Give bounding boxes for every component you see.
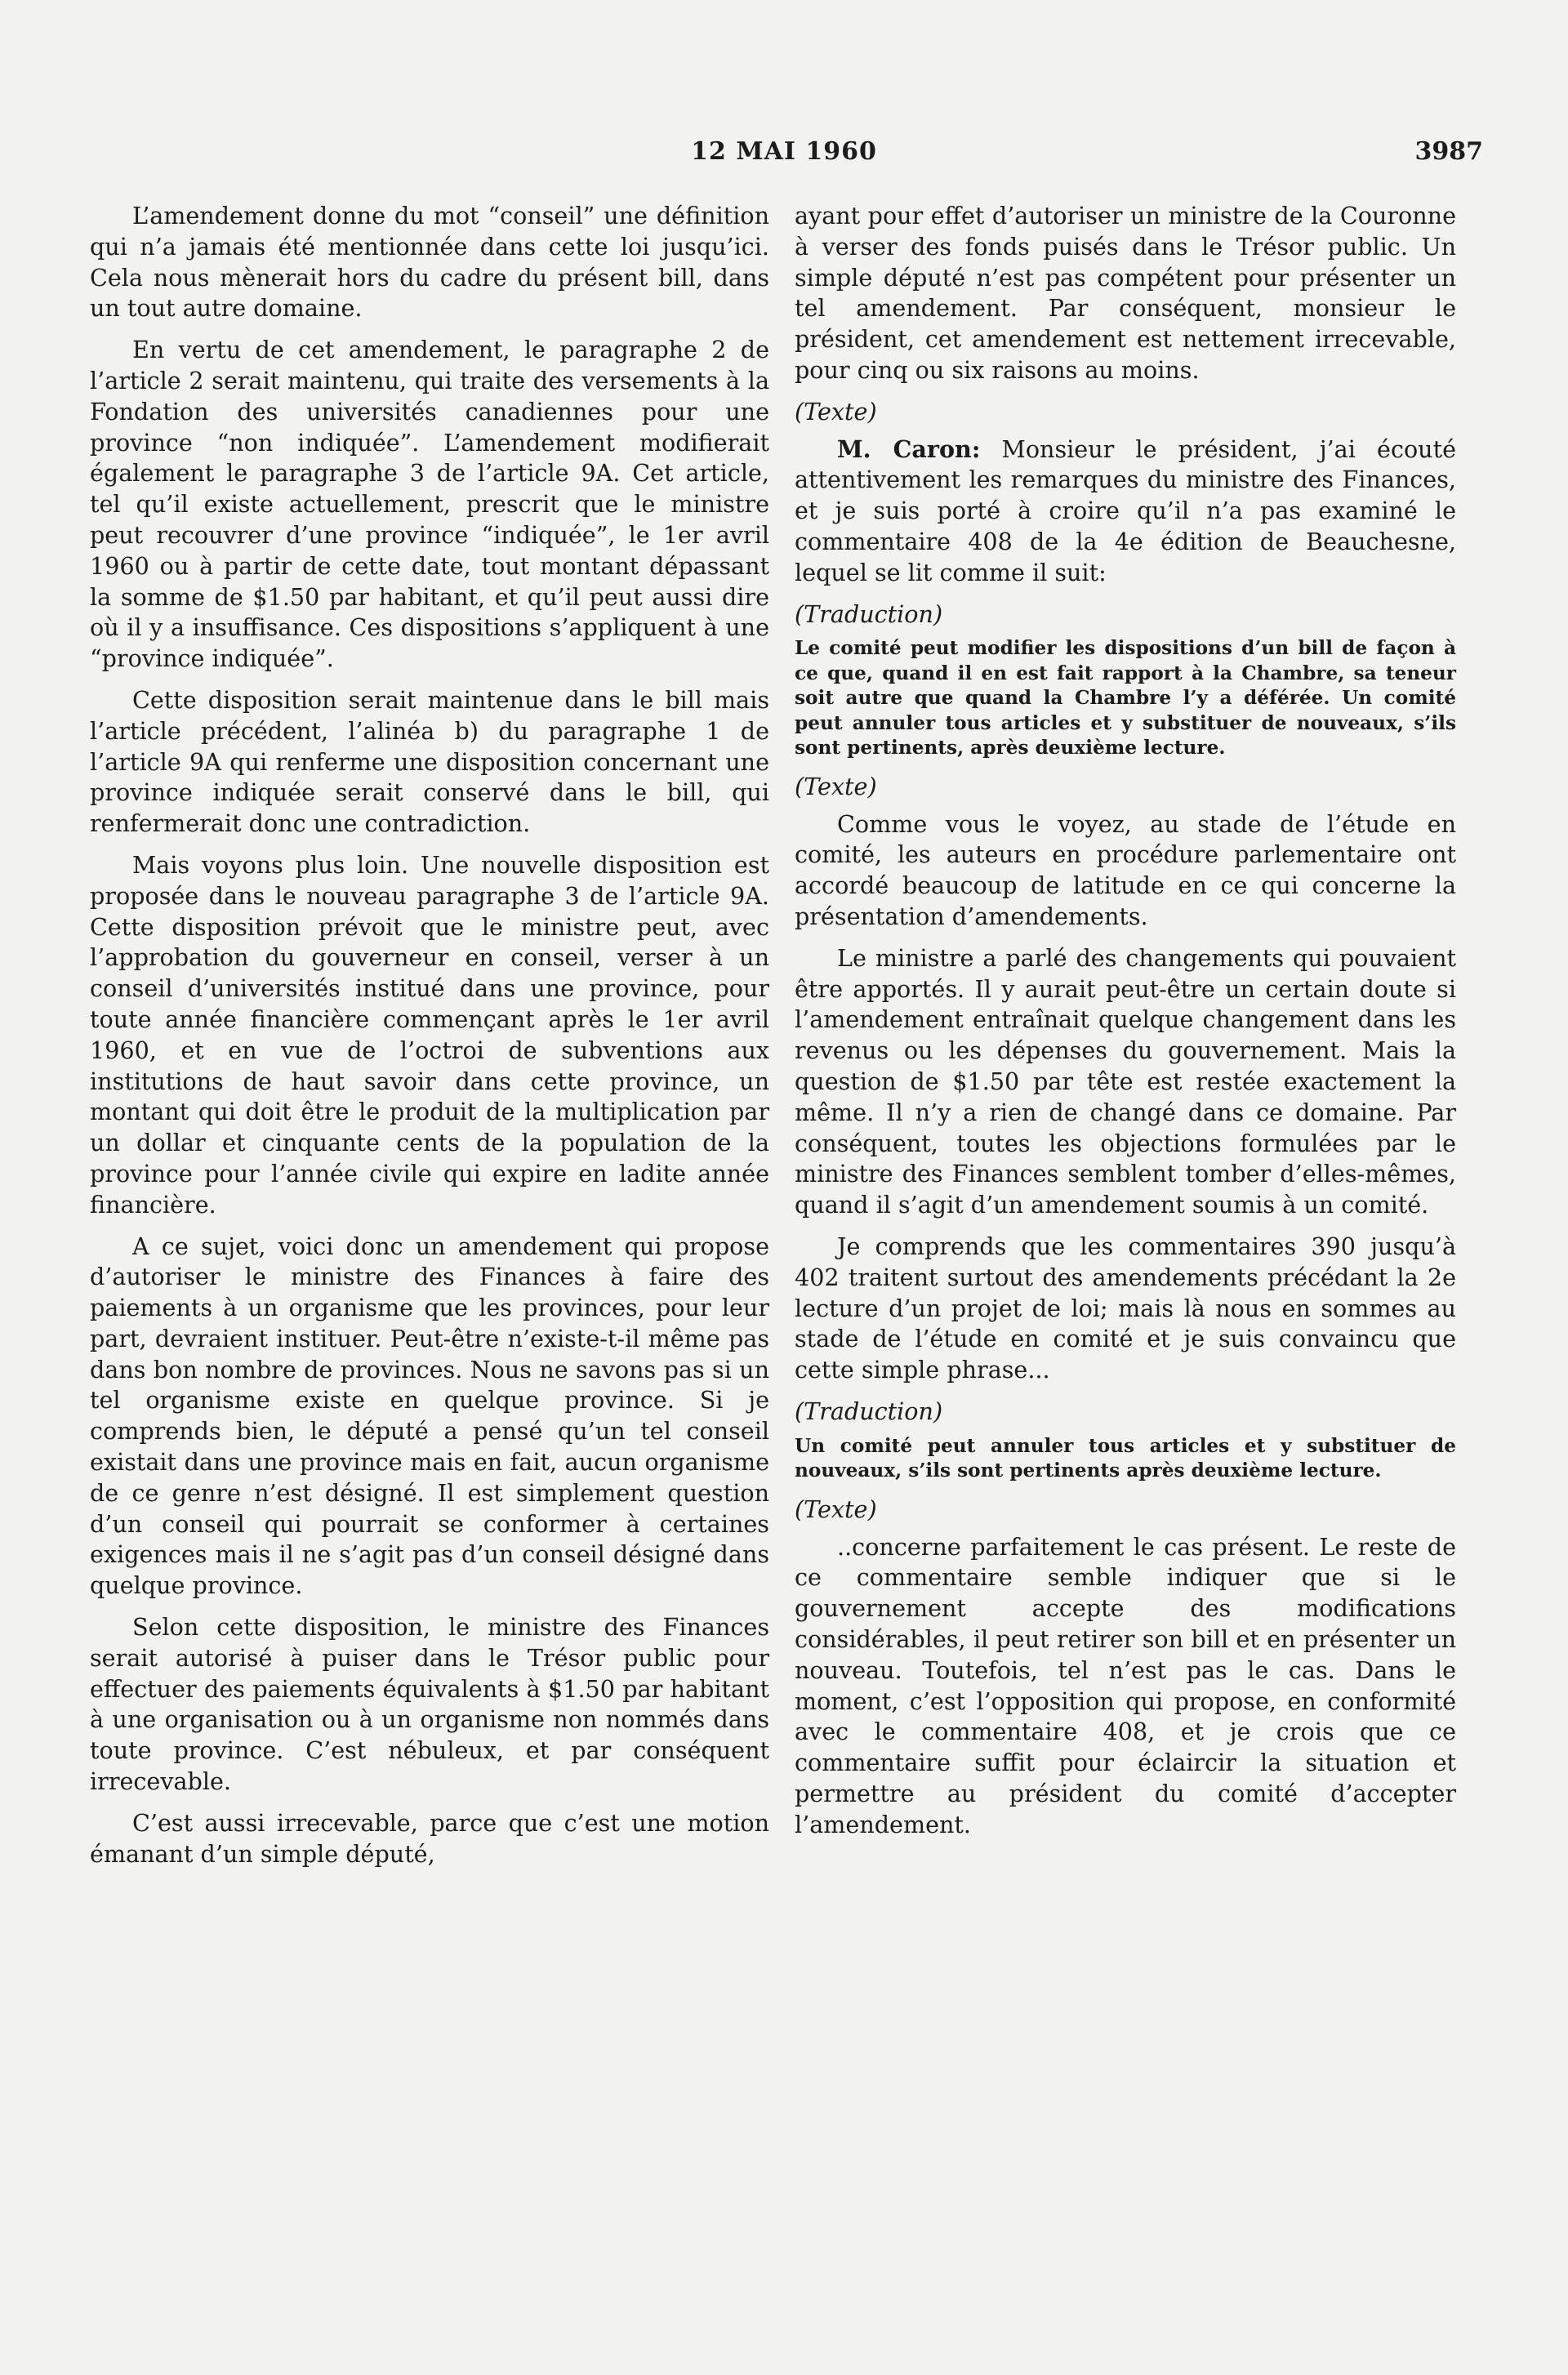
- paragraph: Le ministre a parlé des changements qui pouvaient être apportés. Il y aurait peut-être un certain doute si l’amendement entraînait quelque changement dans les revenus ou les dépenses du gouvernement. Mais la question de $1.50 par tête est restée exactement la même. Il n’y a rien de changé dans ce domaine. Par conséquent, toutes les objections formulées par le ministre des Finances semblent tomber d’elles-mêmes, quand il s’agit d’un amendement soumis à un comité.: [795, 943, 1456, 1219]
- continued-paragraph: ayant pour effet d’autoriser un ministre de la Couronne à verser des fonds puisés dans le Trésor public. Un simple député n’est pas compétent pour présenter un tel amendement. Par conséquent, monsieur le président, cet amendement est nettement irrecevable, pour cinq ou six raisons au moins.: [795, 202, 1456, 384]
- language-label: (Texte): [795, 397, 877, 426]
- speaker-text: Monsieur le président, j’ai écouté attentivement les remarques du ministre des Finances, et je suis porté à croire qu’il n’a pas examiné le commentaire 408 de la 4e édition de Beauchesne, lequel se lit comme il suit:: [795, 434, 1457, 586]
- paragraph: A ce sujet, voici donc un amendement qui propose d’autoriser le ministre des Finances à faire des paiements à un organisme que les provinces, pour leur part, devraient instituer. Peut-être n’existe-t-il même pas dans bon nombre de provinces. Nous ne savons pas si un tel organisme existe en quelque province. Si je comprends bien, le député a pensé qu’un tel conseil existait dans une province mais en fait, aucun organisme de ce genre n’est désigné. Il est simplement question d’un conseil qui pourrait se conformer à certaines exigences mais il ne s’agit pas d’un conseil désigné dans quelque province.: [90, 1232, 769, 1600]
- paragraph: Mais voyons plus loin. Une nouvelle disposition est proposée dans le nouveau paragraphe 3 de l’article 9A. Cette disposition prévoit que le ministre peut, avec l’approbation du gouverneur en conseil, verser à un conseil d’universités institué dans une province, pour toute année financière commençant après le 1er avril 1960, et en vue de l’octroi de subventions aux institutions de haut savoir dans cette province, un montant qui doit être le produit de la multiplication par un dollar et cinquante cents de la population de la province pour l’année civile qui expire en ladite année financière.: [90, 850, 769, 1219]
- page-number: 3987: [1414, 137, 1483, 166]
- paragraph: Selon cette disposition, le ministre des Finances serait autorisé à puiser dans le Trésor public pour effectuer des paiements équivalents à $1.50 par habitant à une organisation ou à un organisme non nommés dans toute province. C’est nébuleux, et par conséquent irrecevable.: [90, 1613, 769, 1796]
- paragraph: ..concerne parfaitement le cas présent. Le reste de ce commentaire semble indiquer que si le gouvernement accepte des modifications considérables, il peut retirer son bill et en présenter un nouveau. Toutefois, tel n’est pas le cas. Dans le moment, c’est l’opposition qui propose, en conformité avec le commentaire 408, et je crois que ce commentaire suffit pour éclaircir la situation et permettre au président du comité d’accepter l’amendement.: [795, 1532, 1456, 1838]
- left-column: [90, 201, 769, 1880]
- paragraph: En vertu de cet amendement, le paragraphe 2 de l’article 2 serait maintenu, qui traite des versements à la Fondation des universités canadiennes pour une province “non indiquée”. L’amendement modifierait également le paragraphe 3 de l’article 9A. Cet article, tel qu’il existe actuellement, prescrit que le ministre peut recouvrer d’une province “indiquée”, le 1er avril 1960 ou à partir de cette date, tout montant dépassant la somme de $1.50 par habitant, et qu’il peut aussi dire où il y a insuffisance. Ces dispositions s’appliquent à une “province indiquée”.: [90, 336, 769, 673]
- language-label: (Texte): [795, 772, 877, 800]
- block-quote: Le comité peut modifier les dispositions d’un bill de façon à ce que, quand il en est fait rapport à la Chambre, sa teneur soit autre que quand la Chambre l’y a déférée. Un comité peut annuler tous articles et y substituer de nouveaux, s’ils sont pertinents, après deuxième lecture.: [795, 637, 1456, 760]
- speaker-paragraph: [795, 434, 1456, 589]
- paragraph: Je comprends que les commentaires 390 jusqu’à 402 traitent surtout des amendements précédant la 2e lecture d’un projet de loi; mais là nous en sommes au stade de l’étude en comité et je suis convaincu que cette simple phrase...: [795, 1232, 1456, 1384]
- paragraph: C’est aussi irrecevable, parce que c’est une motion émanant d’un simple député,: [90, 1808, 769, 1868]
- block-quote: Un comité peut annuler tous articles et y substituer de nouveaux, s’ils sont pertinents après deuxième lecture.: [795, 1434, 1456, 1482]
- language-label: (Texte): [795, 1495, 877, 1523]
- language-label: (Traduction): [795, 1397, 943, 1425]
- speaker-name: M. Caron:: [837, 434, 981, 463]
- header-date: 12 MAI 1960: [691, 137, 877, 166]
- paragraph: L’amendement donne du mot “conseil” une définition qui n’a jamais été mentionnée dans cette loi jusqu’ici. Cela nous mènerait hors du cadre du présent bill, dans un tout autre domaine.: [90, 202, 769, 323]
- language-label: (Traduction): [795, 599, 943, 628]
- page-header: [0, 137, 1568, 170]
- paragraph: Cette disposition serait maintenue dans le bill mais l’article précédent, l’alinéa b) du paragraphe 1 de l’article 9A qui renferme une disposition concernant une province indiquée serait conservé dans le bill, qui renfermerait donc une contradiction.: [90, 685, 769, 838]
- paragraph: Comme vous le voyez, au stade de l’étude en comité, les auteurs en procédure parlementaire ont accordé beaucoup de latitude en ce qui concerne la présentation d’amendements.: [795, 809, 1456, 931]
- right-column: [795, 201, 1456, 1851]
